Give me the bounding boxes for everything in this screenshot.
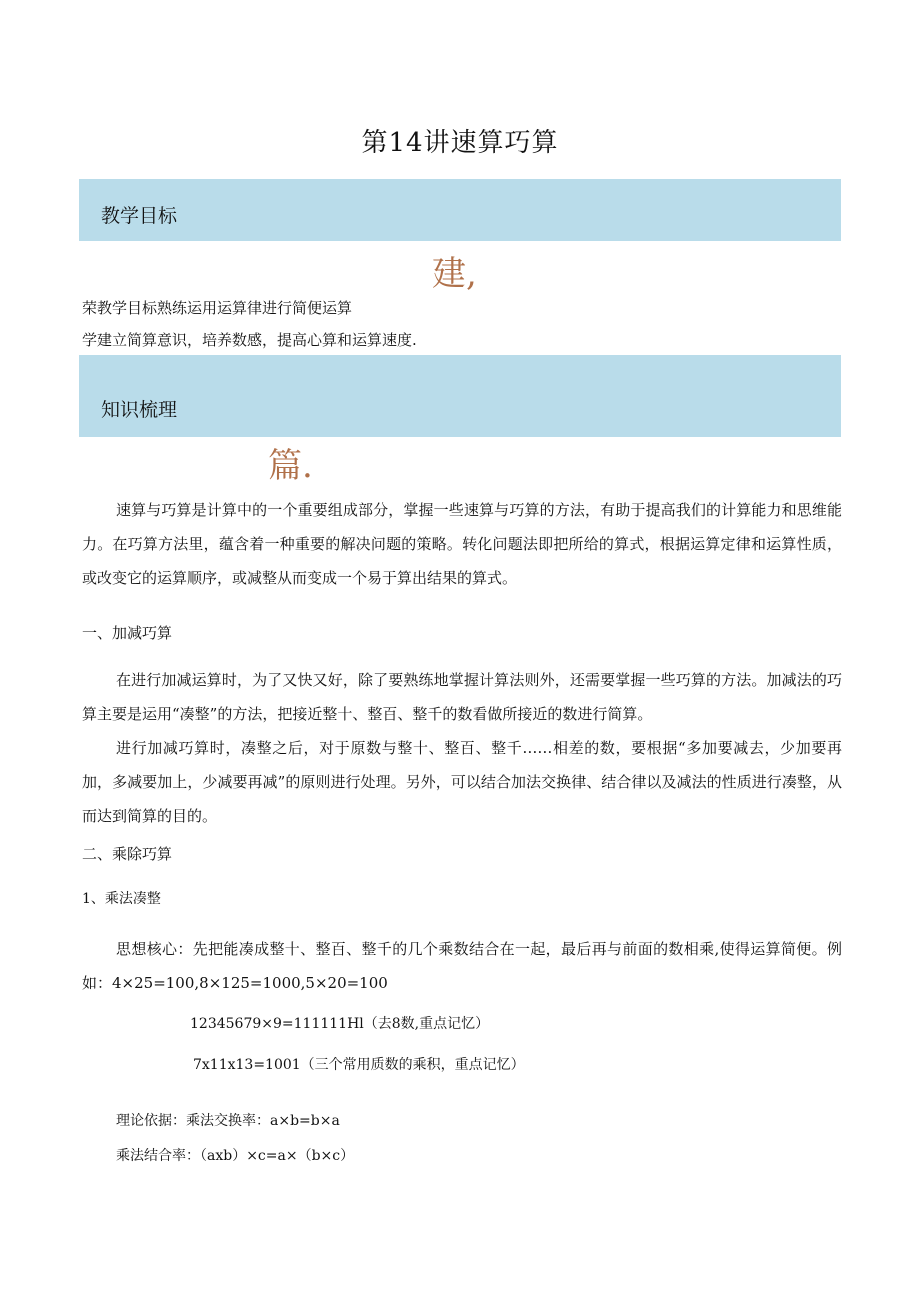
section-label-knowledge: 知识梳理 (101, 399, 178, 421)
decorative-glyph-goals: 建, (432, 254, 477, 294)
theory-associative: 乘法结合率：（axb）×c=a×（b×c） (116, 1148, 355, 1164)
heading-add-subtract: 一、加减巧算 (82, 624, 173, 642)
section-label-goals: 教学目标 (101, 205, 178, 227)
heading-multiply-divide: 二、乘除巧算 (82, 845, 173, 863)
goal-line-2: 学建立简算意识，培养数感，提高心算和运算速度. (82, 331, 417, 349)
goal-line-1: 荣教学目标熟练运用运算律进行简便运算 (82, 299, 353, 317)
add-subtract-paragraph-1: 在进行加减运算时，为了又快又好，除了要熟练地掌握计算法则外，还需要掌握一些巧算的方法。加减法的巧算主要是运用“凑整”的方法，把接近整十、整百、整千的数看做所接近的数进行简算。 (82, 671, 842, 723)
subheading-multiply-round: 1、乘法凑整 (82, 891, 161, 907)
intro-paragraph: 速算与巧算是计算中的一个重要组成部分，掌握一些速算与巧算的方法，有助于提高我们的计算能力和思维能力。在巧算方法里，蕴含着一种重要的解决问题的策略。转化问题法即把所给的算式，根据运算定律和运算性质，或改变它的运算顺序，或减整从而变成一个易于算出结果的算式。 (82, 501, 842, 587)
example-formula-2: 7x11x13=1001（三个常用质数的乘积，重点记忆） (193, 1057, 525, 1073)
add-subtract-paragraph-2: 进行加减巧算时，凑整之后，对于原数与整十、整百、整千……相差的数，要根据“多加要减去，少加要再加，多减要加上，少减要再减”的原则进行处理。另外，可以结合加法交换律、结合律以及减法的性质进行凑整，从而达到简算的目的。 (82, 739, 842, 825)
theory-commutative: 理论依据：乘法交换率：a×b=b×a (116, 1113, 340, 1129)
page-title: 第14讲速算巧算 (361, 128, 559, 158)
section-band-goals (79, 179, 841, 241)
section-band-knowledge (79, 355, 841, 437)
decorative-glyph-knowledge: 篇. (268, 446, 313, 486)
example-formula-1: 12345679×9=111111Hl（去8数,重点记忆） (190, 1016, 490, 1032)
multiply-core-paragraph: 思想核心：先把能凑成整十、整百、整千的几个乘数结合在一起，最后再与前面的数相乘,使得运算简便。例如：4×25=100,8×125=1000,5×20=100 (82, 940, 842, 992)
